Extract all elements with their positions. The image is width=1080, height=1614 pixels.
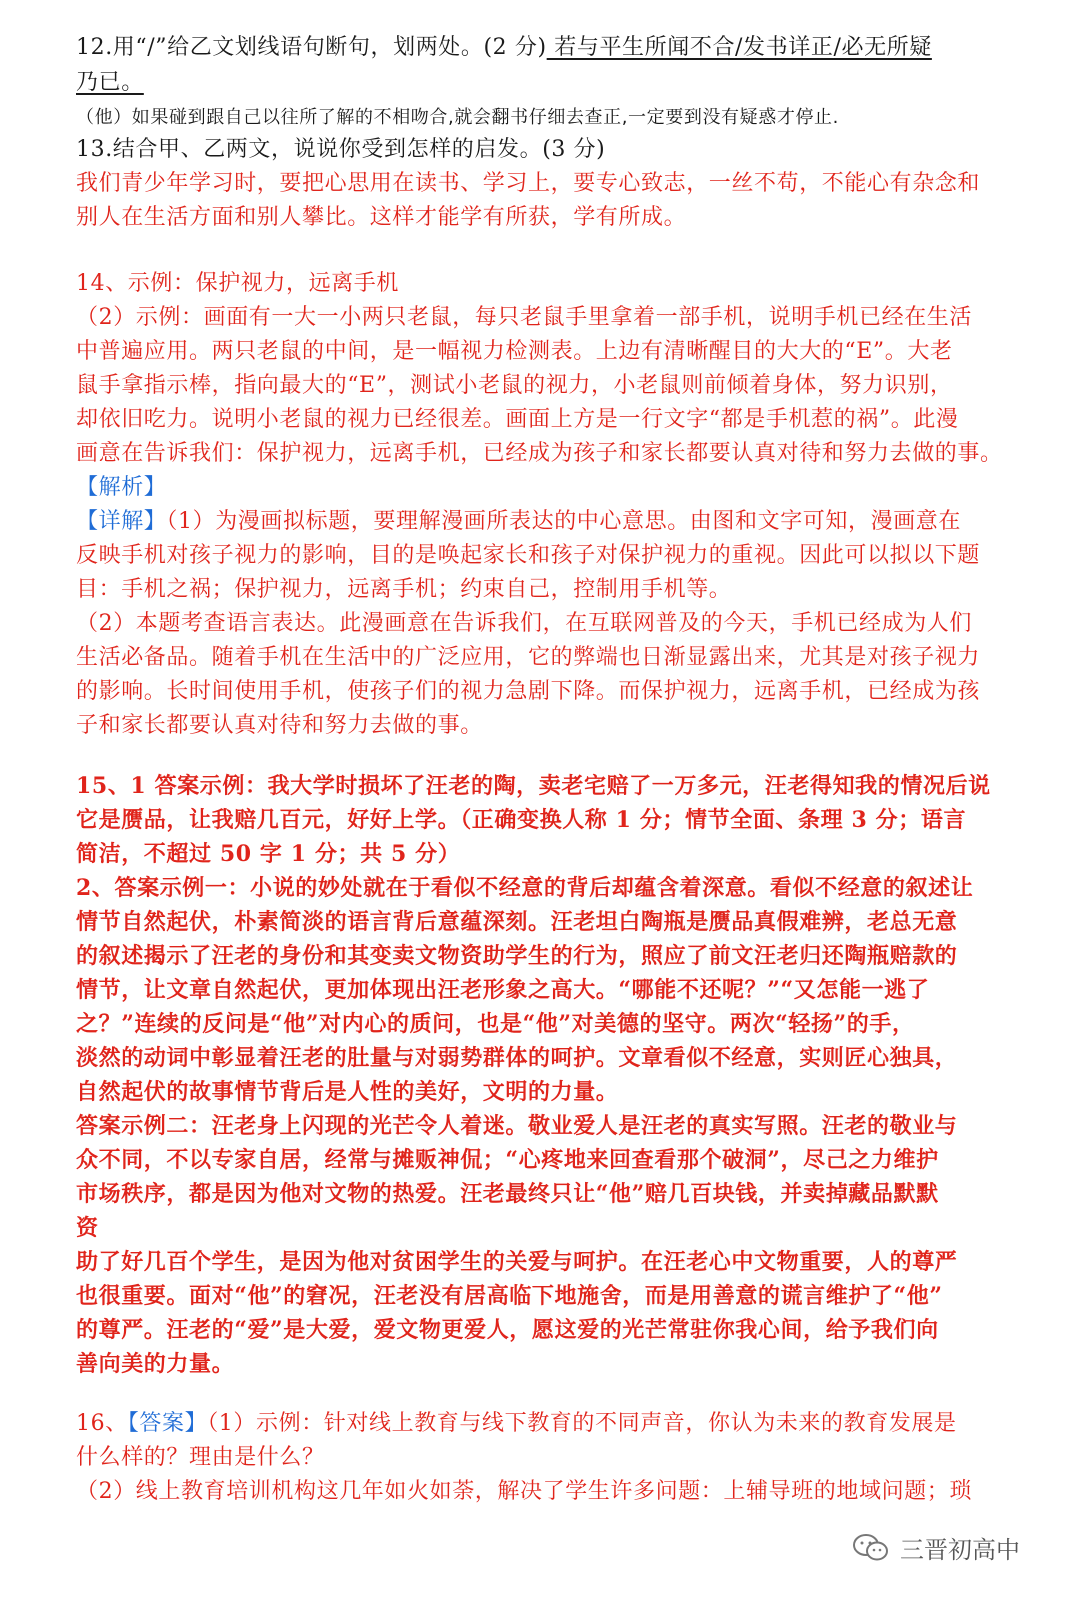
explanation-line-1 xyxy=(76,505,961,539)
answer-16-line-1 xyxy=(76,1407,957,1441)
question-12-answer-cont: 乃已。 xyxy=(76,70,144,95)
answer-15-2-line-1: 2、答案示例一：小说的妙处就在于看似不经意的背后却蕴含着深意。看似不经意的叙述让 xyxy=(76,875,974,901)
question-12-translation: （他）如果碰到跟自己以往所了解的不相吻合,就会翻书仔细去查正,一定要到没有疑惑才停止. xyxy=(76,107,839,128)
answer-14-line-5: 却依旧吃力。说明小老鼠的视力已经很差。画面上方是一行文字“都是手机惹的祸”。此漫 xyxy=(76,407,959,432)
answer-15-line-3: 简洁，不超过 50 字 1 分；共 5 分） xyxy=(76,841,461,867)
answer-15-ex2-line-8: 善向美的力量。 xyxy=(76,1351,235,1377)
answer-16-line-2: 什么样的？理由是什么？ xyxy=(76,1445,325,1470)
answer-15-line-1: 15、1 答案示例：我大学时损坏了汪老的陶，卖老宅赔了一万多元，汪老得知我的情况后说 xyxy=(76,773,991,799)
answer-16-line-3: （2）线上教育培训机构这几年如火如荼，解决了学生许多问题：上辅导班的地域问题；琐 xyxy=(76,1479,972,1504)
question-12-answer: 若与平生所闻不合/发书详正/必无所疑 xyxy=(546,35,932,60)
answer-15-ex2-line-5: 助了好几百个学生，是因为他对贫困学生的关爱与呵护。在汪老心中文物重要，人的尊严 xyxy=(76,1249,958,1275)
answer-15-ex2-line-4: 资 xyxy=(76,1215,99,1241)
explanation-line-7: 子和家长都要认真对待和努力去做的事。 xyxy=(76,713,483,738)
watermark-text: 三晋初高中 xyxy=(900,1536,1020,1564)
answer-15-ex2-line-6: 也很重要。面对“他”的窘况，汪老没有居高临下地施舍，而是用善意的谎言维护了“他” xyxy=(76,1283,943,1309)
answer-16-text: （1）示例：针对线上教育与线下教育的不同声音，你认为未来的教育发展是 xyxy=(207,1411,957,1436)
explanation-line-3: 目：手机之祸；保护视力，远离手机；约束自己，控制用手机等。 xyxy=(76,577,732,602)
answer-tag: 【答案】 xyxy=(127,1411,208,1436)
explanation-line-4: （2）本题考查语言表达。此漫画意在告诉我们，在互联网普及的今天，手机已经成为人们 xyxy=(76,611,972,636)
answer-15-ex2-line-7: 的尊严。汪老的“爱”是大爱，爱文物更爱人，愿这爱的光芒常驻你我心间，给予我们向 xyxy=(76,1317,939,1343)
answer-15-line-2: 它是赝品，让我赔几百元，好好上学。（正确变换人称 1 分；情节全面、条理 3 分；语言 xyxy=(76,807,967,833)
answer-15-ex2-line-3: 市场秩序，都是因为他对文物的热爱。汪老最终只让“他”赔几百块钱，并卖掉藏品默默 xyxy=(76,1181,939,1207)
answer-14-line-4: 鼠手拿指示棒，指向最大的“E”，测试小老鼠的视力，小老鼠则前倾着身体，努力识别， xyxy=(76,373,953,398)
explanation-line-5: 生活必备品。随着手机在生活中的广泛应用，它的弊端也日渐显露出来，尤其是对孩子视力 xyxy=(76,645,981,670)
explanation-line-2: 反映手机对孩子视力的影响，目的是唤起家长和孩子对保护视力的重视。因此可以拟以下题 xyxy=(76,543,981,568)
answer-14-line-1: 14、示例：保护视力，远离手机 xyxy=(76,271,399,296)
answer-14-line-2: （2）示例：画面有一大一小两只老鼠，每只老鼠手里拿着一部手机，说明手机已经在生活 xyxy=(76,305,972,330)
question-12 xyxy=(76,31,932,65)
answer-15-2-line-6: 淡然的动词中彰显着汪老的肚量与对弱势群体的呵护。文章看似不经意，实则匠心独具， xyxy=(76,1045,958,1071)
answer-13-line-1: 我们青少年学习时，要把心思用在读书、学习上，要专心致志，一丝不苟，不能心有杂念和 xyxy=(76,171,981,196)
question-12-text: 12.用“/”给乙文划线语句断句，划两处。(2 分) xyxy=(76,35,547,60)
answer-16-number: 16、 xyxy=(76,1411,128,1436)
wechat-icon xyxy=(852,1532,890,1564)
analysis-tag: 【解析】 xyxy=(76,475,167,500)
answer-15-ex2-line-1: 答案示例二：汪老身上闪现的光芒令人着迷。敬业爱人是汪老的真实写照。汪老的敬业与 xyxy=(76,1113,958,1139)
answer-15-2-line-2: 情节自然起伏，朴素简淡的语言背后意蕴深刻。汪老坦白陶瓶是赝品真假难辨，老总无意 xyxy=(76,909,958,935)
answer-15-2-line-5: 之？”连续的反问是“他”对内心的质问，也是“他”对美德的坚守。两次“轻扬”的手， xyxy=(76,1011,915,1037)
answer-15-ex2-line-2: 众不同，不以专家自居，经常与摊贩神侃；“心疼地来回查看那个破洞”，尽己之力维护 xyxy=(76,1147,939,1173)
question-13: 13.结合甲、乙两文，说说你受到怎样的启发。(3 分) xyxy=(76,137,606,162)
answer-13-line-2: 别人在生活方面和别人攀比。这样才能学有所获，学有所成。 xyxy=(76,205,687,230)
explanation-tag: 【详解】 xyxy=(76,509,167,534)
watermark xyxy=(852,1530,1020,1565)
answer-15-2-line-7: 自然起伏的故事情节背后是人性的美好，文明的力量。 xyxy=(76,1079,619,1105)
answer-14-line-3: 中普遍应用。两只老鼠的中间，是一幅视力检测表。上边有清晰醒目的大大的“E”。大老 xyxy=(76,339,953,364)
answer-15-2-line-4: 情节，让文章自然起伏，更加体现出汪老形象之高大。“哪能不还呢？”“又怎能一逃了 xyxy=(76,977,930,1003)
answer-15-2-line-3: 的叙述揭示了汪老的身份和其变卖文物资助学生的行为，照应了前文汪老归还陶瓶赔款的 xyxy=(76,943,958,969)
answer-14-line-6: 画意在告诉我们：保护视力，远离手机，已经成为孩子和家长都要认真对待和努力去做的事。 xyxy=(76,441,1003,466)
explanation-text: （1）为漫画拟标题，要理解漫画所表达的中心意思。由图和文字可知，漫画意在 xyxy=(166,509,962,534)
explanation-line-6: 的影响。长时间使用手机，使孩子们的视力急剧下降。而保护视力，远离手机，已经成为孩 xyxy=(76,679,981,704)
